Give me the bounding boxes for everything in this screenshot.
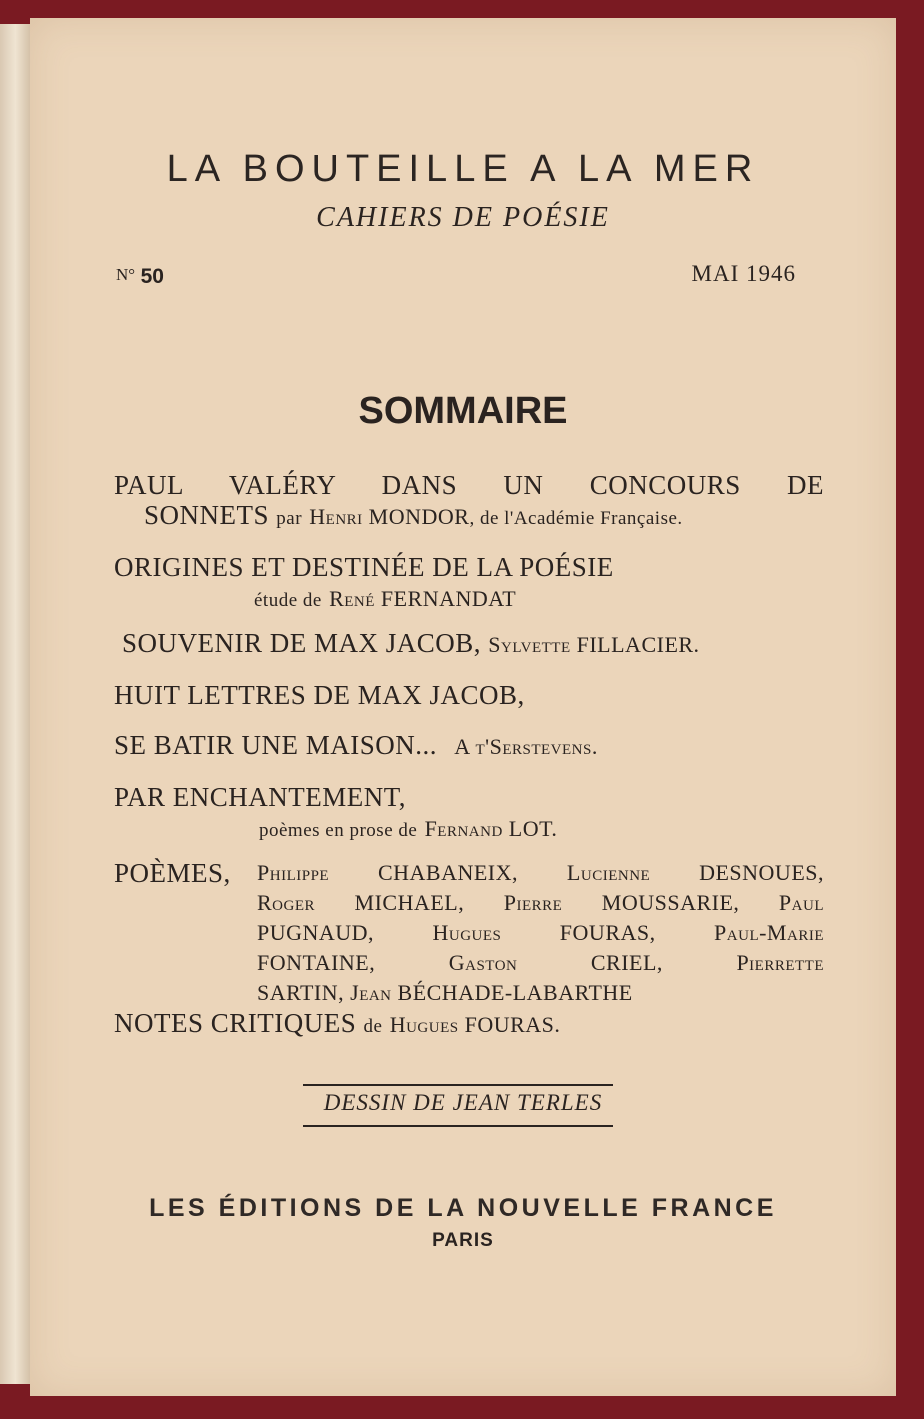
- toc-entry-7-line1: Philippe CHABANEIX, Lucienne DESNOUES,: [257, 860, 824, 885]
- magazine-page: [30, 18, 896, 1396]
- issue-date: MAI 1946: [691, 261, 796, 286]
- publisher-name: LES ÉDITIONS DE LA NOUVELLE FRANCE: [149, 1194, 777, 1222]
- issue-value: 50: [140, 265, 164, 288]
- toc-entry-6-author: Fernand LOT.: [424, 816, 558, 841]
- contents-heading: SOMMAIRE: [358, 390, 568, 432]
- toc-entry-2-author: René FERNANDAT: [329, 586, 517, 611]
- toc-entry-8: [114, 1008, 824, 1042]
- illustration-credit: DESSIN DE JEAN TERLES: [323, 1090, 603, 1115]
- masthead-title: LA BOUTEILLE A LA MER: [166, 148, 760, 190]
- issue-number: [116, 263, 164, 289]
- toc-entry-1-author: Henri MONDOR: [309, 504, 470, 529]
- toc-entry-6: [114, 782, 824, 846]
- toc-entry-2-by: étude de: [254, 590, 322, 611]
- credit-rule-bottom: [303, 1125, 613, 1127]
- toc-entry-4-title: HUIT LETTRES DE MAX JACOB,: [114, 680, 525, 710]
- toc-entry-7-line3: PUGNAUD, Hugues FOURAS, Paul-Marie: [257, 920, 824, 945]
- toc-entry-4: [114, 680, 824, 710]
- toc-entry-7-line5: SARTIN, Jean BÉCHADE-LABARTHE: [257, 980, 633, 1005]
- issue-prefix: N°: [116, 265, 136, 284]
- toc-entry-1-by: par: [276, 508, 303, 529]
- toc-entry-8-by: de: [363, 1016, 383, 1037]
- toc-entry-6-by: poèmes en prose de: [259, 820, 418, 841]
- toc-entry-5: [114, 730, 824, 762]
- toc-entry-1: [114, 470, 824, 534]
- publisher-city: PARIS: [432, 1230, 494, 1251]
- toc-entry-5-author: A t'Serstevens.: [454, 734, 598, 759]
- toc-entry-6-title: PAR ENCHANTEMENT,: [114, 782, 407, 812]
- toc-entry-1-affiliation: , de l'Académie Française.: [469, 508, 683, 529]
- credit-rule-top: [303, 1084, 613, 1086]
- toc-entry-1-line1: PAUL VALÉRY DANS UN CONCOURS DE: [114, 470, 824, 500]
- toc-entry-2-title: ORIGINES ET DESTINÉE DE LA POÉSIE: [114, 552, 614, 582]
- toc-entry-3-author: Sylvette FILLACIER.: [488, 632, 700, 657]
- masthead-subtitle: CAHIERS DE POÉSIE: [316, 202, 610, 233]
- toc-entry-7-line4: FONTAINE, Gaston CRIEL, Pierrette: [257, 950, 824, 975]
- toc-entry-5-title: SE BATIR UNE MAISON...: [114, 730, 438, 760]
- toc-entry-1-title-end: SONNETS: [144, 500, 270, 530]
- toc-entry-3-title: SOUVENIR DE MAX JACOB,: [122, 628, 482, 658]
- toc-entry-3: [122, 628, 832, 660]
- toc-entry-8-author: Hugues FOURAS.: [389, 1012, 561, 1037]
- toc-entry-8-title: NOTES CRITIQUES: [114, 1008, 357, 1038]
- toc-entry-7-title: POÈMES,: [114, 858, 231, 888]
- toc-entry-7-line2: Roger MICHAEL, Pierre MOUSSARIE, Paul: [257, 890, 824, 915]
- toc-entry-2: [114, 552, 824, 616]
